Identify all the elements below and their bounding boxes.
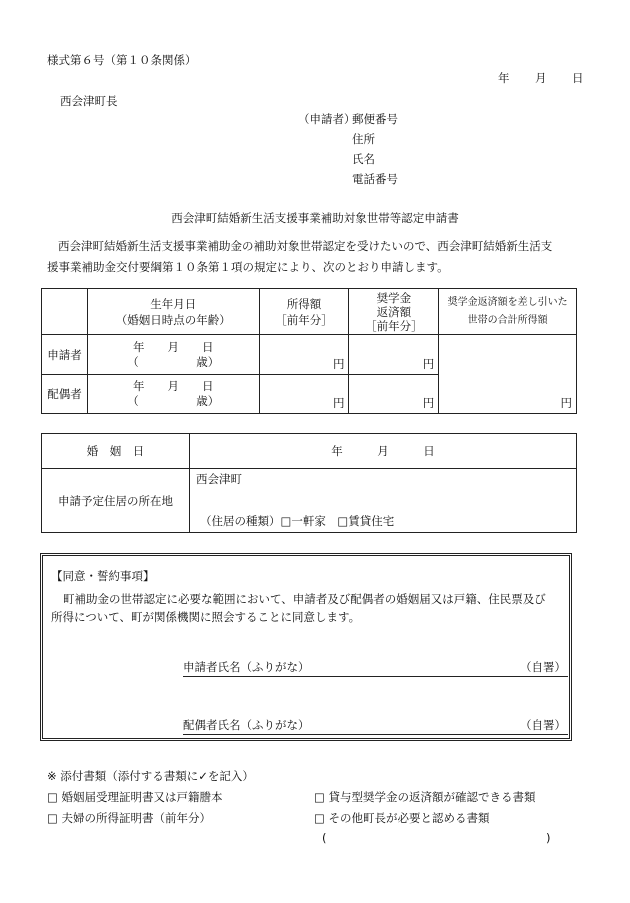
- row-applicant-label: 申請者: [42, 335, 88, 375]
- other-doc-paren-close: ): [546, 831, 551, 845]
- spouse-signature-label: 配偶者氏名（ふりがな）: [183, 718, 310, 732]
- marriage-date-label: 婚 姻 日: [42, 434, 190, 469]
- attachment-income-cert[interactable]: □ 夫婦の所得証明書（前年分）: [47, 811, 212, 825]
- date-year: 年: [498, 71, 510, 85]
- body-text-line1: 西会津町結婚新生活支援事業補助金の補助対象世帯認定を受けたいので、西会津町結婚新生活支: [58, 239, 553, 253]
- name-label: 氏名: [352, 152, 375, 166]
- header-scholarship-label2: 返済額: [376, 304, 412, 319]
- residence-town: 西会津町: [196, 472, 242, 486]
- header-scholarship-label1: 奨学金: [376, 290, 412, 305]
- body-text-line2: 援事業補助金交付要綱第１０条第１項の規定により、次のとおり申請します。: [47, 260, 449, 274]
- attachment-marriage-cert[interactable]: □ 婚姻届受理証明書又は戸籍謄本: [47, 790, 223, 804]
- other-doc-paren-open: (: [322, 831, 327, 845]
- header-scholarship-sub: ［前年分］: [365, 318, 423, 333]
- yen-unit: 円: [422, 396, 435, 410]
- row-spouse-scholarship: [349, 375, 439, 414]
- header-household-total: [439, 289, 577, 335]
- yen-unit: 円: [332, 357, 345, 371]
- residence-value: [190, 469, 577, 533]
- applicant-role: （申請者）: [298, 112, 356, 126]
- postal-code-label: 郵便番号: [352, 112, 398, 126]
- applicant-signature-label: 申請者氏名（ふりがな）: [183, 660, 310, 674]
- residence-type: （住居の種類）□一軒家 □賃貸住宅: [200, 514, 395, 528]
- document-title: 西会津町結婚新生活支援事業補助対象世帯等認定申請書: [171, 211, 459, 225]
- header-birthdate-sub: （婚姻日時点の年齢）: [115, 312, 231, 327]
- yen-unit: 円: [422, 357, 435, 371]
- address-label: 住所: [352, 132, 375, 146]
- spouse-self-sign: （自署）: [520, 718, 566, 732]
- header-household-total-line2: 世帯の合計所得額: [467, 314, 548, 326]
- header-birthdate: [87, 289, 259, 335]
- header-income: [259, 289, 349, 335]
- consent-text-line2: 所得について、町が関係機関に照会することに同意します。: [51, 610, 361, 624]
- spouse-age: （ 歳）: [127, 394, 220, 408]
- addressee: 西会津町長: [60, 94, 118, 108]
- spouse-ymd: 年 月 日: [133, 379, 214, 393]
- consent-heading: 【同意・誓約事項】: [51, 569, 155, 583]
- row-spouse-income: [259, 375, 349, 414]
- row-applicant-birthdate: [87, 335, 259, 375]
- applicant-ymd: 年 月 日: [133, 339, 214, 354]
- consent-text-line1: 町補助金の世帯認定に必要な範囲において、申請者及び配偶者の婚姻届又は戸籍、住民票及び: [63, 592, 546, 606]
- household-total-cell: [439, 335, 577, 414]
- date-day: 日: [572, 71, 584, 85]
- applicant-self-sign: （自署）: [520, 660, 566, 674]
- applicant-signature-line[interactable]: [183, 659, 568, 677]
- marriage-table: [41, 433, 577, 533]
- marriage-date-value: 年 月 日: [190, 434, 577, 469]
- form-number: 様式第６号（第１０条関係）: [47, 53, 197, 67]
- header-birthdate-label: 生年月日: [150, 296, 197, 311]
- residence-label: 申請予定住居の所在地: [42, 469, 190, 533]
- row-applicant-scholarship: [349, 335, 439, 375]
- row-spouse-label: 配偶者: [42, 375, 88, 414]
- yen-unit: 円: [332, 396, 345, 410]
- date-month: 月: [535, 71, 547, 85]
- phone-label: 電話番号: [352, 172, 398, 186]
- applicant-age: （ 歳）: [127, 354, 220, 369]
- header-household-total-line1: 奨学金返済額を差し引いた: [447, 296, 568, 308]
- income-table: [41, 288, 577, 414]
- attachment-scholarship-doc[interactable]: □ 貸与型奨学金の返済額が確認できる書類: [314, 790, 536, 804]
- consent-box: [40, 553, 572, 741]
- row-applicant-income: [259, 335, 349, 375]
- row-spouse-birthdate: [87, 375, 259, 414]
- income-table-corner: [42, 289, 88, 335]
- header-income-sub: ［前年分］: [275, 312, 333, 327]
- attachment-other-doc[interactable]: □ その他町長が必要と認める書類: [314, 811, 490, 825]
- attachments-heading: ※ 添付書類（添付する書類に✓を記入）: [47, 769, 254, 783]
- spouse-signature-line[interactable]: [183, 717, 568, 735]
- yen-unit: 円: [560, 396, 572, 410]
- header-income-label: 所得額: [286, 296, 322, 311]
- header-scholarship: [349, 289, 439, 335]
